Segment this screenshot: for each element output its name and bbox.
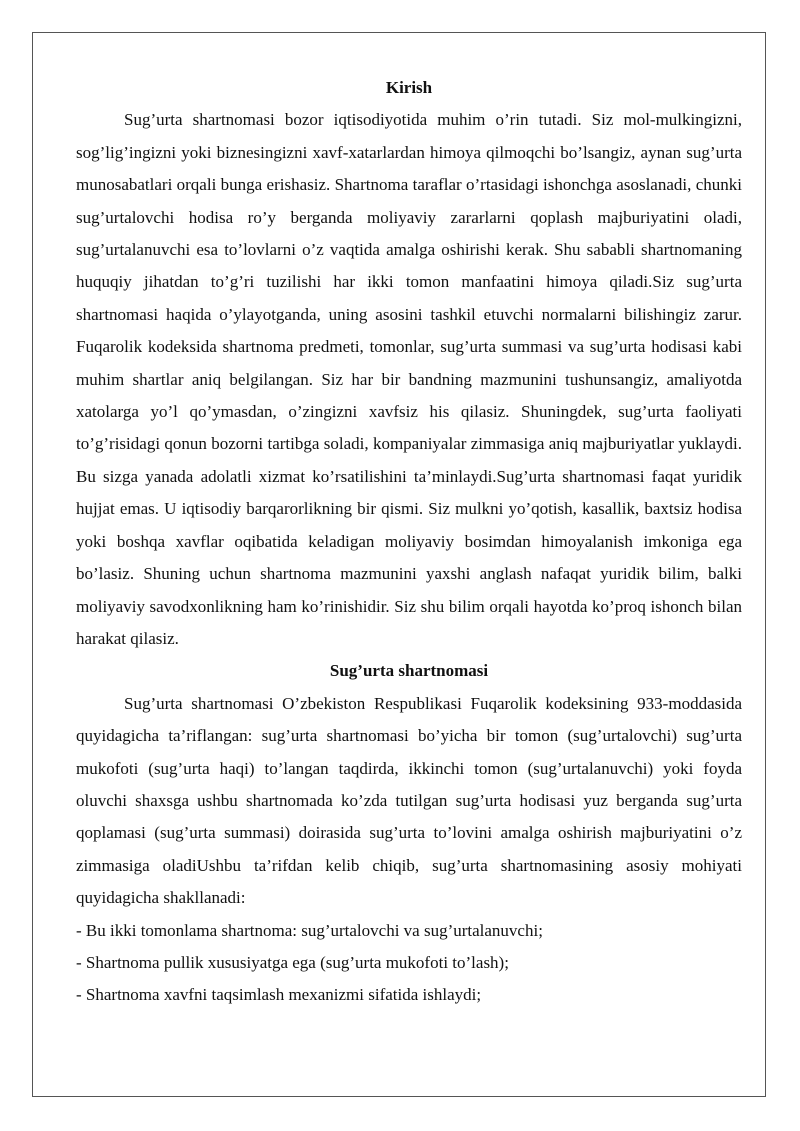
- list-item: - Bu ikki tomonlama shartnoma: sug’urtalovchi va sug’urtalanuvchi;: [76, 920, 543, 940]
- section-heading-shartnoma: Sug’urta shartnomasi: [329, 661, 489, 681]
- list-item: - Shartnoma xavfni taqsimlash mexanizmi sifatida ishlaydi;: [76, 985, 482, 1005]
- section-heading-kirish: Kirish: [385, 78, 433, 97]
- document-body: [76, 72, 742, 1012]
- paragraph-definition: Sug’urta shartnomasi O’zbekiston Respublikasi Fuqarolik kodeksining 933-moddasida quyidagicha ta’riflangan: sug’urta shartnomasi bo’yicha bir tomon (sug’urtalovchi) sug’urta mukofoti (sug’urta haqi) to’langan taqdirda, ikkinchi tomon (sug’urtalanuvchi) yoki foyda oluvchi shaxsga ushbu shartnomada ko’zda tutilgan sug’urta hodisasi yuz berganda sug’urta qoplamasi (sug’urta summasi) doirasida sug’urta to’lovini amalga oshirish majburiyatini o’z zimmasiga oladiUshbu ta’rifdan kelib chiqib, sug’urta shartnomasining asosiy mohiyati quyidagicha shakllanadi:: [76, 693, 742, 908]
- list-item: - Shartnoma pullik xususiyatga ega (sug’urta mukofoti to’lash);: [76, 952, 509, 972]
- paragraph-intro: Sug’urta shartnomasi bozor iqtisodiyotida muhim o’rin tutadi. Siz mol-mulkingizni, sog’lig’ingizni yoki biznesingizni xavf-xatarlardan himoya qilmoqchi bo’lsangiz, aynan sug’urta munosabatlari orqali bunga erishasiz. Shartnoma taraflar o’rtasidagi ishonchga asoslanadi, chunki sug’urtalovchi hodisa ro’y berganda moliyaviy zararlarni qoplash majburiyatini oladi, sug’urtalanuvchi esa to’lovlarni o’z vaqtida amalga oshirishi kerak. Shu sababli shartnomaning huquqiy jihatdan to’g’ri tuzilishi har ikki tomon manfaatini himoya qiladi.Siz sug’urta shartnomasi haqida o’ylayotganda, uning asosini tashkil etuvchi normalarni bilishingiz zarur. Fuqarolik kodeksida shartnoma predmeti, tomonlar, sug’urta summasi va sug’urta hodisasi kabi muhim shartlar aniq belgilangan. Siz har bir bandning mazmunini tushunsangiz, amaliyotda xatolarga yo’l qo’ymasdan, o’zingizni xavfsiz his qilasiz. Shuningdek, sug’urta faoliyati to’g’risidagi qonun bozorni tartibga soladi, kompaniyalar zimmasiga aniq majburiyatlar yuklaydi. Bu sizga yanada adolatli xizmat ko’rsatilishini ta’minlaydi.Sug’urta shartnomasi faqat yuridik hujjat emas. U iqtisodiy barqarorlikning bir qismi. Siz mulkni yo’qotish, kasallik, baxtsiz hodisa yoki boshqa xavflar oqibatida keladigan moliyaviy bosimdan himoyalanish imkoniga ega bo’lasiz. Shuning uchun shartnoma mazmunini yaxshi anglash nafaqat yuridik bilim, balki moliyaviy savodxonlikning ham ko’rinishidir. Siz shu bilim orqali hayotda ko’proq ishonch bilan harakat qilasiz.: [76, 110, 742, 648]
